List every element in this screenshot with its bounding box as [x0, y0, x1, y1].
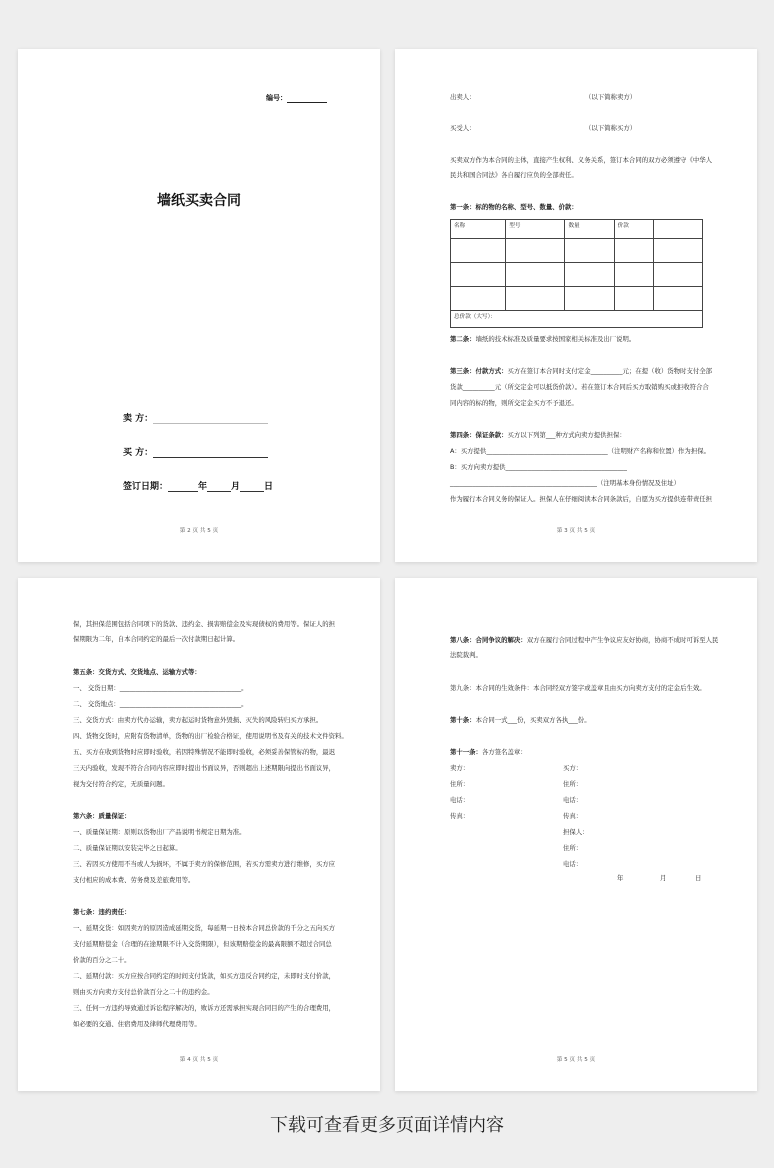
- article-4-text-1: 买方以下列第___种方式向卖方提供担保：: [507, 431, 626, 439]
- article-3-label: 第三条：付款方式：: [450, 367, 508, 375]
- article-5-item: 三天内验收，发现不符合合同内容应即时提出书面议异，否则超出上述期限向提出书面议异，: [73, 764, 336, 772]
- contract-number-label: 编号：: [266, 94, 287, 102]
- table-cell: [506, 263, 565, 287]
- article-6-item: 三、若因买方使用不当或人为损坏，不属于卖方的保修范围，若买方需卖方进行维修，买方应: [73, 860, 336, 868]
- sign-date-row: [123, 479, 273, 492]
- year-label: 年: [198, 482, 208, 492]
- signature-right-item: 电话：: [563, 796, 583, 804]
- day-line: [240, 482, 264, 492]
- article-4-option-c: ______________________________________________（注明基本身份情况及住址）: [450, 479, 681, 487]
- article-4-label: 第四条：保证条款：: [450, 431, 508, 439]
- table-cell: [451, 263, 506, 287]
- table-cell: [614, 263, 653, 287]
- article-6-item: 二、质量保证期以安装完毕之日起算。: [73, 844, 182, 852]
- article-3-line-3: 同内容的标的物，则所交定金买方不予退还。: [450, 399, 578, 407]
- paragraph-line: 保期限为二年，自本合同约定的最后一次付款期日起计算。: [73, 635, 240, 643]
- signature-right-item: 担保人：: [563, 828, 589, 836]
- table-row: [451, 239, 703, 263]
- article-11: [450, 748, 527, 757]
- page-footer: 第 3 页 共 5 页: [556, 528, 596, 534]
- page-footer: 第 2 页 共 5 页: [179, 528, 219, 534]
- signature-left-item: 卖方：: [450, 764, 470, 772]
- article-6-title: 第六条：质量保证：: [73, 812, 131, 820]
- table-header-cell: [653, 220, 702, 239]
- article-10: [450, 716, 591, 725]
- article-4-line-d: 作为履行本合同义务的保证人。担保人在仔细阅读本合同条款后，自愿为买方提供连带责任担: [450, 495, 713, 503]
- buyer-party-note: （以下简称买方）: [585, 124, 637, 132]
- download-caption: 下载可查看更多页面详情内容: [270, 1115, 504, 1136]
- article-2-label: 第二条：: [450, 335, 476, 343]
- page-terms-1: [395, 49, 757, 562]
- article-5-item: 五、买方在收到货物时应即时验收，若因特殊情况不能即时验收，必须妥善保管标的物，最迟: [73, 748, 336, 756]
- table-cell: [653, 263, 702, 287]
- buyer-signature-row: [123, 445, 268, 458]
- article-1-title: 第一条：标的物的名称、型号、数量、价款：: [450, 203, 578, 211]
- page-footer: 第 4 页 共 5 页: [179, 1057, 219, 1063]
- article-2: [450, 335, 635, 344]
- intro-line-1: 买卖双方作为本合同的主体，直接产生权利、义务关系，签订本合同的双方必须遵守《中华人: [450, 156, 713, 164]
- article-7-item: 二、延期付款：买方应按合同约定的时间支付货款，如买方违反合同约定，未即时支付价款，: [73, 972, 336, 980]
- article-8-line-2: 法院裁判。: [450, 651, 482, 659]
- article-11-label: 第十一条：: [450, 748, 482, 756]
- article-7-item: 如必要的交通、住宿费用及律师代理费用等。: [73, 1020, 201, 1028]
- article-3-line-2: 货款__________元（所交定金可以抵货价款）。若在签订本合同后买方取销购买或拒收符合合: [450, 383, 709, 391]
- day-label: 日: [264, 482, 274, 492]
- table-cell: [506, 287, 565, 311]
- article-7-item: 三、任何一方违约导致通过诉讼程序解决的，败诉方还需承担实现合同目的产生的合理费用，: [73, 1004, 336, 1012]
- article-7-item: 则由买方向卖方支付总价款百分之二十的违约金。: [73, 988, 214, 996]
- article-4-option-a: A：买方提供______________________________________（注明财产名称和位置）作为担保。: [450, 447, 710, 455]
- sign-date-label: 签订日期：: [123, 482, 169, 492]
- table-cell: [565, 239, 614, 263]
- article-7-item: 一、延期交货：如因卖方的原因造成延期交货，每延期一日按本合同总价款的千分之五向买方: [73, 924, 336, 932]
- article-5-item: 视为交付符合约定，无质量问题。: [73, 780, 169, 788]
- table-cell: [614, 287, 653, 311]
- article-5-item: 四、货物交货时，应附有货物清单，货物的出厂检验合格证，使用说明书及有关的技术文件资料。: [73, 732, 348, 740]
- article-3-line-1: [450, 367, 712, 376]
- signature-right-item: 住所：: [563, 780, 583, 788]
- article-11-text: 各方签名盖章：: [481, 748, 527, 756]
- table-total-cell: 总价款（大写）：: [451, 311, 703, 328]
- article-10-label: 第十条：: [450, 716, 476, 724]
- table-cell: [451, 287, 506, 311]
- signature-right-item: 电话：: [563, 860, 583, 868]
- table-header-cell: 价款: [614, 220, 653, 239]
- contract-number-line: [287, 96, 327, 103]
- date-day: 日: [695, 874, 702, 882]
- page-footer: 第 5 页 共 5 页: [556, 1057, 596, 1063]
- article-9: 第九条：本合同的生效条件：本合同经双方签字或盖章且由买方向卖方支付的定金后生效。: [450, 684, 706, 692]
- seller-party-note: （以下简称卖方）: [585, 93, 637, 101]
- table-total-row: [451, 311, 703, 328]
- article-10-text: 本合同一式___份，买卖双方各执___份。: [475, 716, 591, 724]
- contract-title: 墙纸买卖合同: [157, 193, 241, 209]
- article-7-item: 价款的百分之二十。: [73, 956, 131, 964]
- buyer-line: [153, 448, 268, 458]
- seller-line: [153, 414, 268, 424]
- seller-signature-row: [123, 411, 268, 424]
- page-cover: [18, 49, 380, 562]
- table-cell: [506, 239, 565, 263]
- buyer-label: 买 方：: [123, 448, 154, 458]
- article-8-line-1: [450, 636, 718, 645]
- article-5-item: 三、交货方式：由卖方代办运输，卖方起运时货物意外毁损、灭失的风险转归买方承担。: [73, 716, 323, 724]
- goods-table: [450, 219, 703, 328]
- intro-line-2: 民共和国合同法》各自履行应负的全部责任。: [450, 171, 578, 179]
- table-header-cell: 型号: [506, 220, 565, 239]
- article-4-line-1: [450, 431, 626, 440]
- table-header-row: [451, 220, 703, 239]
- article-7-title: 第七条：违约责任：: [73, 908, 131, 916]
- month-label: 月: [231, 482, 241, 492]
- signature-right-item: 住所：: [563, 844, 583, 852]
- table-cell: [653, 239, 702, 263]
- buyer-party-line: 买受人：: [450, 124, 476, 132]
- seller-label: 卖 方：: [123, 414, 154, 424]
- article-8-label: 第八条：合同争议的解决：: [450, 636, 527, 644]
- table-header-cell: 名称: [451, 220, 506, 239]
- year-line: [168, 482, 198, 492]
- table-cell: [614, 239, 653, 263]
- page-terms-2: [18, 578, 380, 1091]
- signature-right-item: 买方：: [563, 764, 583, 772]
- contract-number: [266, 93, 327, 103]
- article-2-text: 墙纸的技术标准及质量要求按国家相关标准及出厂说明。: [475, 335, 636, 343]
- article-5-title: 第五条：交货方式、交货地点、运输方式等：: [73, 668, 201, 676]
- table-row: [451, 263, 703, 287]
- article-3-text-1: 买方在签订本合同时支付定金__________元；在提（收）货物时支付全部: [507, 367, 713, 375]
- table-cell: [451, 239, 506, 263]
- date-month: 月: [660, 874, 667, 882]
- article-4-option-b: B：买方向卖方提供______________________________________: [450, 463, 627, 471]
- date-year: 年: [617, 874, 624, 882]
- article-5-item: 二、 交货地点：______________________________________。: [73, 700, 248, 708]
- signature-left-item: 住所：: [450, 780, 470, 788]
- month-line: [207, 482, 231, 492]
- article-6-item: 支付相应的成本费、劳务费及差旅费用等。: [73, 876, 195, 884]
- article-8-text: 双方在履行合同过程中产生争议应友好协商，协商不成时可诉至人民: [526, 636, 719, 644]
- seller-party-line: 出卖人：: [450, 93, 476, 101]
- article-7-item: 支付延期赔偿金（合理的在途期限不计入交货期限），但该期赔偿金的最高限额不超过合同总: [73, 940, 332, 948]
- page-terms-3: [395, 578, 757, 1091]
- signature-right-item: 传真：: [563, 812, 583, 820]
- article-6-item: 一、质量保证期：原则以货物出厂产品说明书规定日期为准。: [73, 828, 246, 836]
- signature-left-item: 电话：: [450, 796, 470, 804]
- signature-left-item: 传真：: [450, 812, 470, 820]
- table-cell: [565, 287, 614, 311]
- table-row: [451, 287, 703, 311]
- article-5-item: 一、 交货日期：______________________________________。: [73, 684, 248, 692]
- table-cell: [653, 287, 702, 311]
- paragraph-line: 保，其担保范围包括合同项下的货款、违约金、损害赔偿金及实现债权的费用等。保证人的担: [73, 620, 336, 628]
- table-header-cell: 数量: [565, 220, 614, 239]
- table-cell: [565, 263, 614, 287]
